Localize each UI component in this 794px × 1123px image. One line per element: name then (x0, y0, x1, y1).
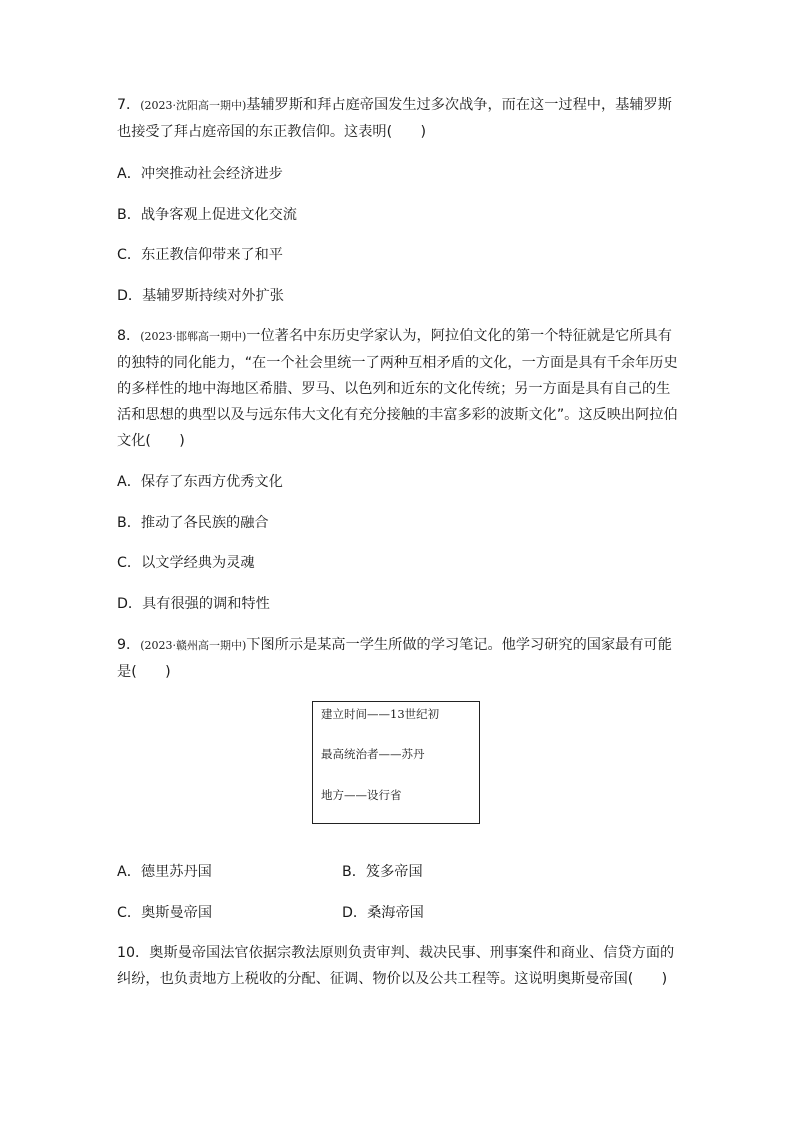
question-9-option-d: D．桑海帝国 (342, 905, 424, 921)
question-9-text: 下图所示是某高一学生所做的学习笔记。他学习研究的国家最有可能是( ) (117, 637, 672, 680)
question-8-source: (2023·邯郸高一期中) (140, 330, 247, 343)
question-9-option-c: C．奥斯曼帝国 (117, 905, 213, 921)
question-8-option-a: A．保存了东西方优秀文化 (117, 474, 283, 490)
question-8-option-b: B．推动了各民族的融合 (117, 515, 269, 531)
question-8-text: 一位著名中东历史学家认为，阿拉伯文化的第一个特征就是它所具有的独特的同化能力，“在一个社会里统一了两种互相矛盾的文化，一方面是具有千余年历史的多样性的地中海地区希腊、罗马、以色列和近东的文化传统；另一方面是具有自己的生活和思想的典型以及与远东伟大文化有充分接触的丰富多彩的波斯文化”。这反映出阿拉伯文化( ) (117, 328, 678, 449)
question-7-text: 基辅罗斯和拜占庭帝国发生过多次战争，而在这一过程中，基辅罗斯也接受了拜占庭帝国的东正教信仰。这表明( ) (117, 97, 672, 140)
question-8-number: 8． (117, 328, 141, 344)
question-10-stem (117, 940, 682, 992)
question-7-stem (117, 92, 682, 145)
question-9-source: (2023·赣州高一期中) (140, 639, 247, 652)
question-7-option-d: D．基辅罗斯持续对外扩张 (117, 288, 284, 304)
question-7-number: 7． (117, 97, 141, 113)
question-8-stem (117, 323, 682, 454)
note-local-admin: 地方——设行省 (321, 788, 402, 802)
question-7-option-b: B．战争客观上促进文化交流 (117, 207, 297, 223)
question-9-number: 9． (117, 637, 141, 653)
note-founding-time: 建立时间——13世纪初 (321, 707, 440, 721)
note-supreme-ruler: 最高统治者——苏丹 (321, 747, 425, 761)
question-9-option-a: A．德里苏丹国 (117, 864, 212, 880)
question-7-source: (2023·沈阳高一期中) (140, 99, 247, 112)
question-7-option-a: A．冲突推动社会经济进步 (117, 166, 283, 182)
question-8-option-c: C．以文学经典为灵魂 (117, 555, 255, 571)
question-9-stem (117, 632, 682, 685)
question-8-option-d: D．具有很强的调和特性 (117, 596, 270, 612)
question-7-option-c: C．东正教信仰带来了和平 (117, 247, 283, 263)
question-9-option-b: B．笈多帝国 (342, 864, 423, 880)
study-notes-box (312, 701, 480, 824)
question-10-text: 奥斯曼帝国法官依据宗教法原则负责审判、裁决民事、刑事案件和商业、信贷方面的纠纷，也负责地方上税收的分配、征调、物价以及公共工程等。这说明奥斯曼帝国( ) (117, 945, 675, 987)
question-10-number: 10． (117, 945, 150, 961)
